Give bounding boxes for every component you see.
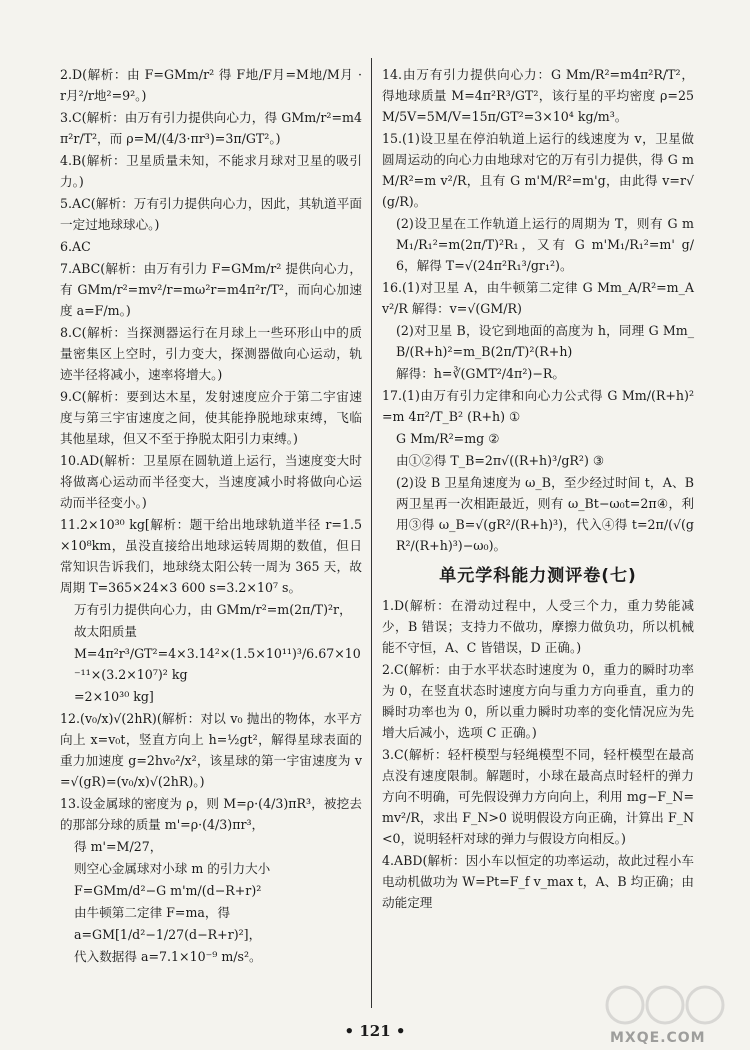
section-answer-2: 2.C(解析：由于水平状态时速度为 0，重力的瞬时功率为 0，在竖直状态时速度方向与重力方向垂直，重力的瞬时功率也为 0，所以重力瞬时功率的变化情况应为先增大后减小，选项 C 正确。) bbox=[382, 662, 694, 740]
section-answer-1: 1.D(解析：在滑动过程中，人受三个力，重力势能减少，B 错误；支持力不做功，摩擦力做负功，所以机械能不守恒，A、C 皆错误，D 正确。) bbox=[382, 598, 694, 655]
answer-13-result: 代入数据得 a=7.1×10⁻⁹ m/s²。 bbox=[74, 949, 262, 964]
answer-13-line-6: a=GM[1/d²−1/27(d−R+r)²]， bbox=[74, 927, 262, 942]
answer-13-formula: F=GMm/d²−G m'm/(d−R+r)² bbox=[74, 883, 262, 898]
answer-14: 14.由万有引力提供向心力：G Mm/R²=m4π²R/T²，得地球质量 M=4π²R³/GT²，该行星的平均密度 ρ=25M/5V=5M/V=15π/GT²=3×10⁴ kg/m³。 bbox=[382, 67, 694, 124]
answer-5: 5.AC(解析：万有引力提供向心力，因此，其轨道平面一定过地球球心。) bbox=[60, 196, 362, 232]
answer-6: 6.AC bbox=[60, 239, 91, 254]
answer-13: 13.设金属球的密度为 ρ，则 M=ρ·(4/3)πR³，被挖去的那部分球的质量 m'=ρ·(4/3)πr³， bbox=[60, 796, 362, 832]
answer-17-eq-2: G Mm/R²=mg ② bbox=[396, 431, 500, 446]
answer-16-part-2: (2)对卫星 B，设它到地面的高度为 h，同理 G Mm_B/(R+h)²=m_B(2π/T)²(R+h) bbox=[396, 323, 694, 359]
answer-8: 8.C(解析：当探测器运行在月球上一些环形山中的质量密集区上空时，引力变大，探测器做向心运动，轨迹半径将减小，速率将增大。) bbox=[60, 325, 362, 382]
left-column bbox=[60, 64, 362, 968]
answer-10: 10.AD(解析：卫星原在圆轨道上运行，当速度变大时将做离心运动而半径变大，当速度减小时将做向心运动而半径变小。) bbox=[60, 453, 362, 510]
answer-11-line-3: 故太阳质量 bbox=[74, 624, 137, 639]
page-number: • 121 • bbox=[344, 1022, 406, 1040]
answer-17-eq-3: 由①②得 T_B=2π√((R+h)³/gR²) ③ bbox=[396, 453, 605, 468]
column-divider bbox=[371, 58, 372, 1008]
answer-13-line-5: 由牛顿第二定律 F=ma，得 bbox=[74, 905, 231, 920]
answer-11: 11.2×10³⁰ kg[解析：题干给出地球轨道半径 r=1.5×10⁸km，虽没直接给出地球运转周期的数值，但日常知识告诉我们，地球绕太阳公转一周为 365 天，故周期 T=365×24×3 600 s=3.2×10⁷ s。 bbox=[60, 517, 362, 595]
watermark-text: MXQE.COM bbox=[610, 1030, 706, 1046]
answer-17-part-2: (2)设 B 卫星角速度为 ω_B，至少经过时间 t，A、B 两卫星再一次相距最近，则有 ω_Bt−ω₀t=2π④，利用③得 ω_B=√(gR²/(R+h)³)，代入④得 t=2π/(√(gR²/(R+h)³)−ω₀)。 bbox=[396, 475, 694, 553]
answer-2: 2.D(解析：由 F=GMm/r² 得 F地/F月=M地/M月 · r月²/r地²=9²。) bbox=[60, 67, 362, 103]
section-answer-3: 3.C(解析：轻杆模型与轻绳模型不同，轻杆模型在最高点没有速度限制。解题时，小球在最高点时轻杆的弹力方向不明确，可先假设弹力方向向上，利用 mg−F_N=mv²/R，求出 F_N>0 说明假设方向正确，计算出 F_N<0，说明轻杆对球的弹力与假设方向相反。) bbox=[382, 747, 694, 846]
answer-11-result: =2×10³⁰ kg] bbox=[74, 689, 154, 704]
answer-4: 4.B(解析：卫星质量未知，不能求月球对卫星的吸引力。) bbox=[60, 153, 362, 189]
answer-12: 12.(v₀/x)√(2hR)(解析：对以 v₀ 抛出的物体，水平方向上 x=v₀t，竖直方向上 h=½gt²，解得星球表面的重力加速度 g=2hv₀²/x²，该星球的第一宇宙速度为 v=√(gR)=(v₀/x)√(2hR)。) bbox=[60, 711, 362, 789]
answer-13-line-3: 则空心金属球对小球 m 的引力大小 bbox=[74, 861, 271, 876]
answer-16-result: 解得：h=∛(GMT²/4π²)−R。 bbox=[396, 366, 565, 381]
answer-7: 7.ABC(解析：由万有引力 F=GMm/r² 提供向心力，有 GMm/r²=mv²/r=mω²r=m4π²r/T²，而向心加速度 a=F/m。) bbox=[60, 261, 362, 318]
right-column bbox=[382, 64, 694, 914]
answer-9: 9.C(解析：要到达木星，发射速度应介于第二宇宙速度与第三宇宙速度之间，使其能挣脱地球束缚，飞临其他星球，但又不至于挣脱太阳引力束缚。) bbox=[60, 389, 362, 446]
answer-3: 3.C(解析：由万有引力提供向心力，得 GMm/r²=m4π²r/T²，而 ρ=M/(4/3·πr³)=3π/GT²。) bbox=[60, 110, 362, 146]
answer-15-part-2: (2)设卫星在工作轨道上运行的周期为 T，则有 G mM₁/R₁²=m(2π/T)²R₁，又有 G m'M₁/R₁²=m' g/6，解得 T=√(24π²R₁³/gr₁²)。 bbox=[396, 216, 694, 273]
answer-11-line-2: 万有引力提供向心力，由 GMm/r²=m(2π/T)²r， bbox=[74, 602, 352, 617]
answer-11-formula: M=4π²r³/GT²=4×3.14²×(1.5×10¹¹)³/6.67×10⁻¹¹×(3.2×10⁷)² kg bbox=[74, 646, 361, 682]
answer-17-part-1: 17.(1)由万有引力定律和向心力公式得 G Mm/(R+h)²=m 4π²/T_B² (R+h) ① bbox=[382, 388, 694, 424]
section-title: 单元学科能力测评卷(七) bbox=[439, 566, 637, 586]
answer-13-line-2: 得 m'=M/27， bbox=[74, 839, 163, 854]
section-answer-4: 4.ABD(解析：因小车以恒定的功率运动，故此过程小车电动机做功为 W=Pt=F_f v_max t，A、B 均正确；由动能定理 bbox=[382, 853, 694, 910]
answer-15-part-1: 15.(1)设卫星在停泊轨道上运行的线速度为 v，卫星做圆周运动的向心力由地球对它的万有引力提供，得 G mM/R²=m v²/R，且有 G m'M/R²=m'g，由此得 v=r√(g/R)。 bbox=[382, 131, 694, 209]
answer-16-part-1: 16.(1)对卫星 A，由牛顿第二定律 G Mm_A/R²=m_A v²/R 解得：v=√(GM/R) bbox=[382, 280, 694, 316]
